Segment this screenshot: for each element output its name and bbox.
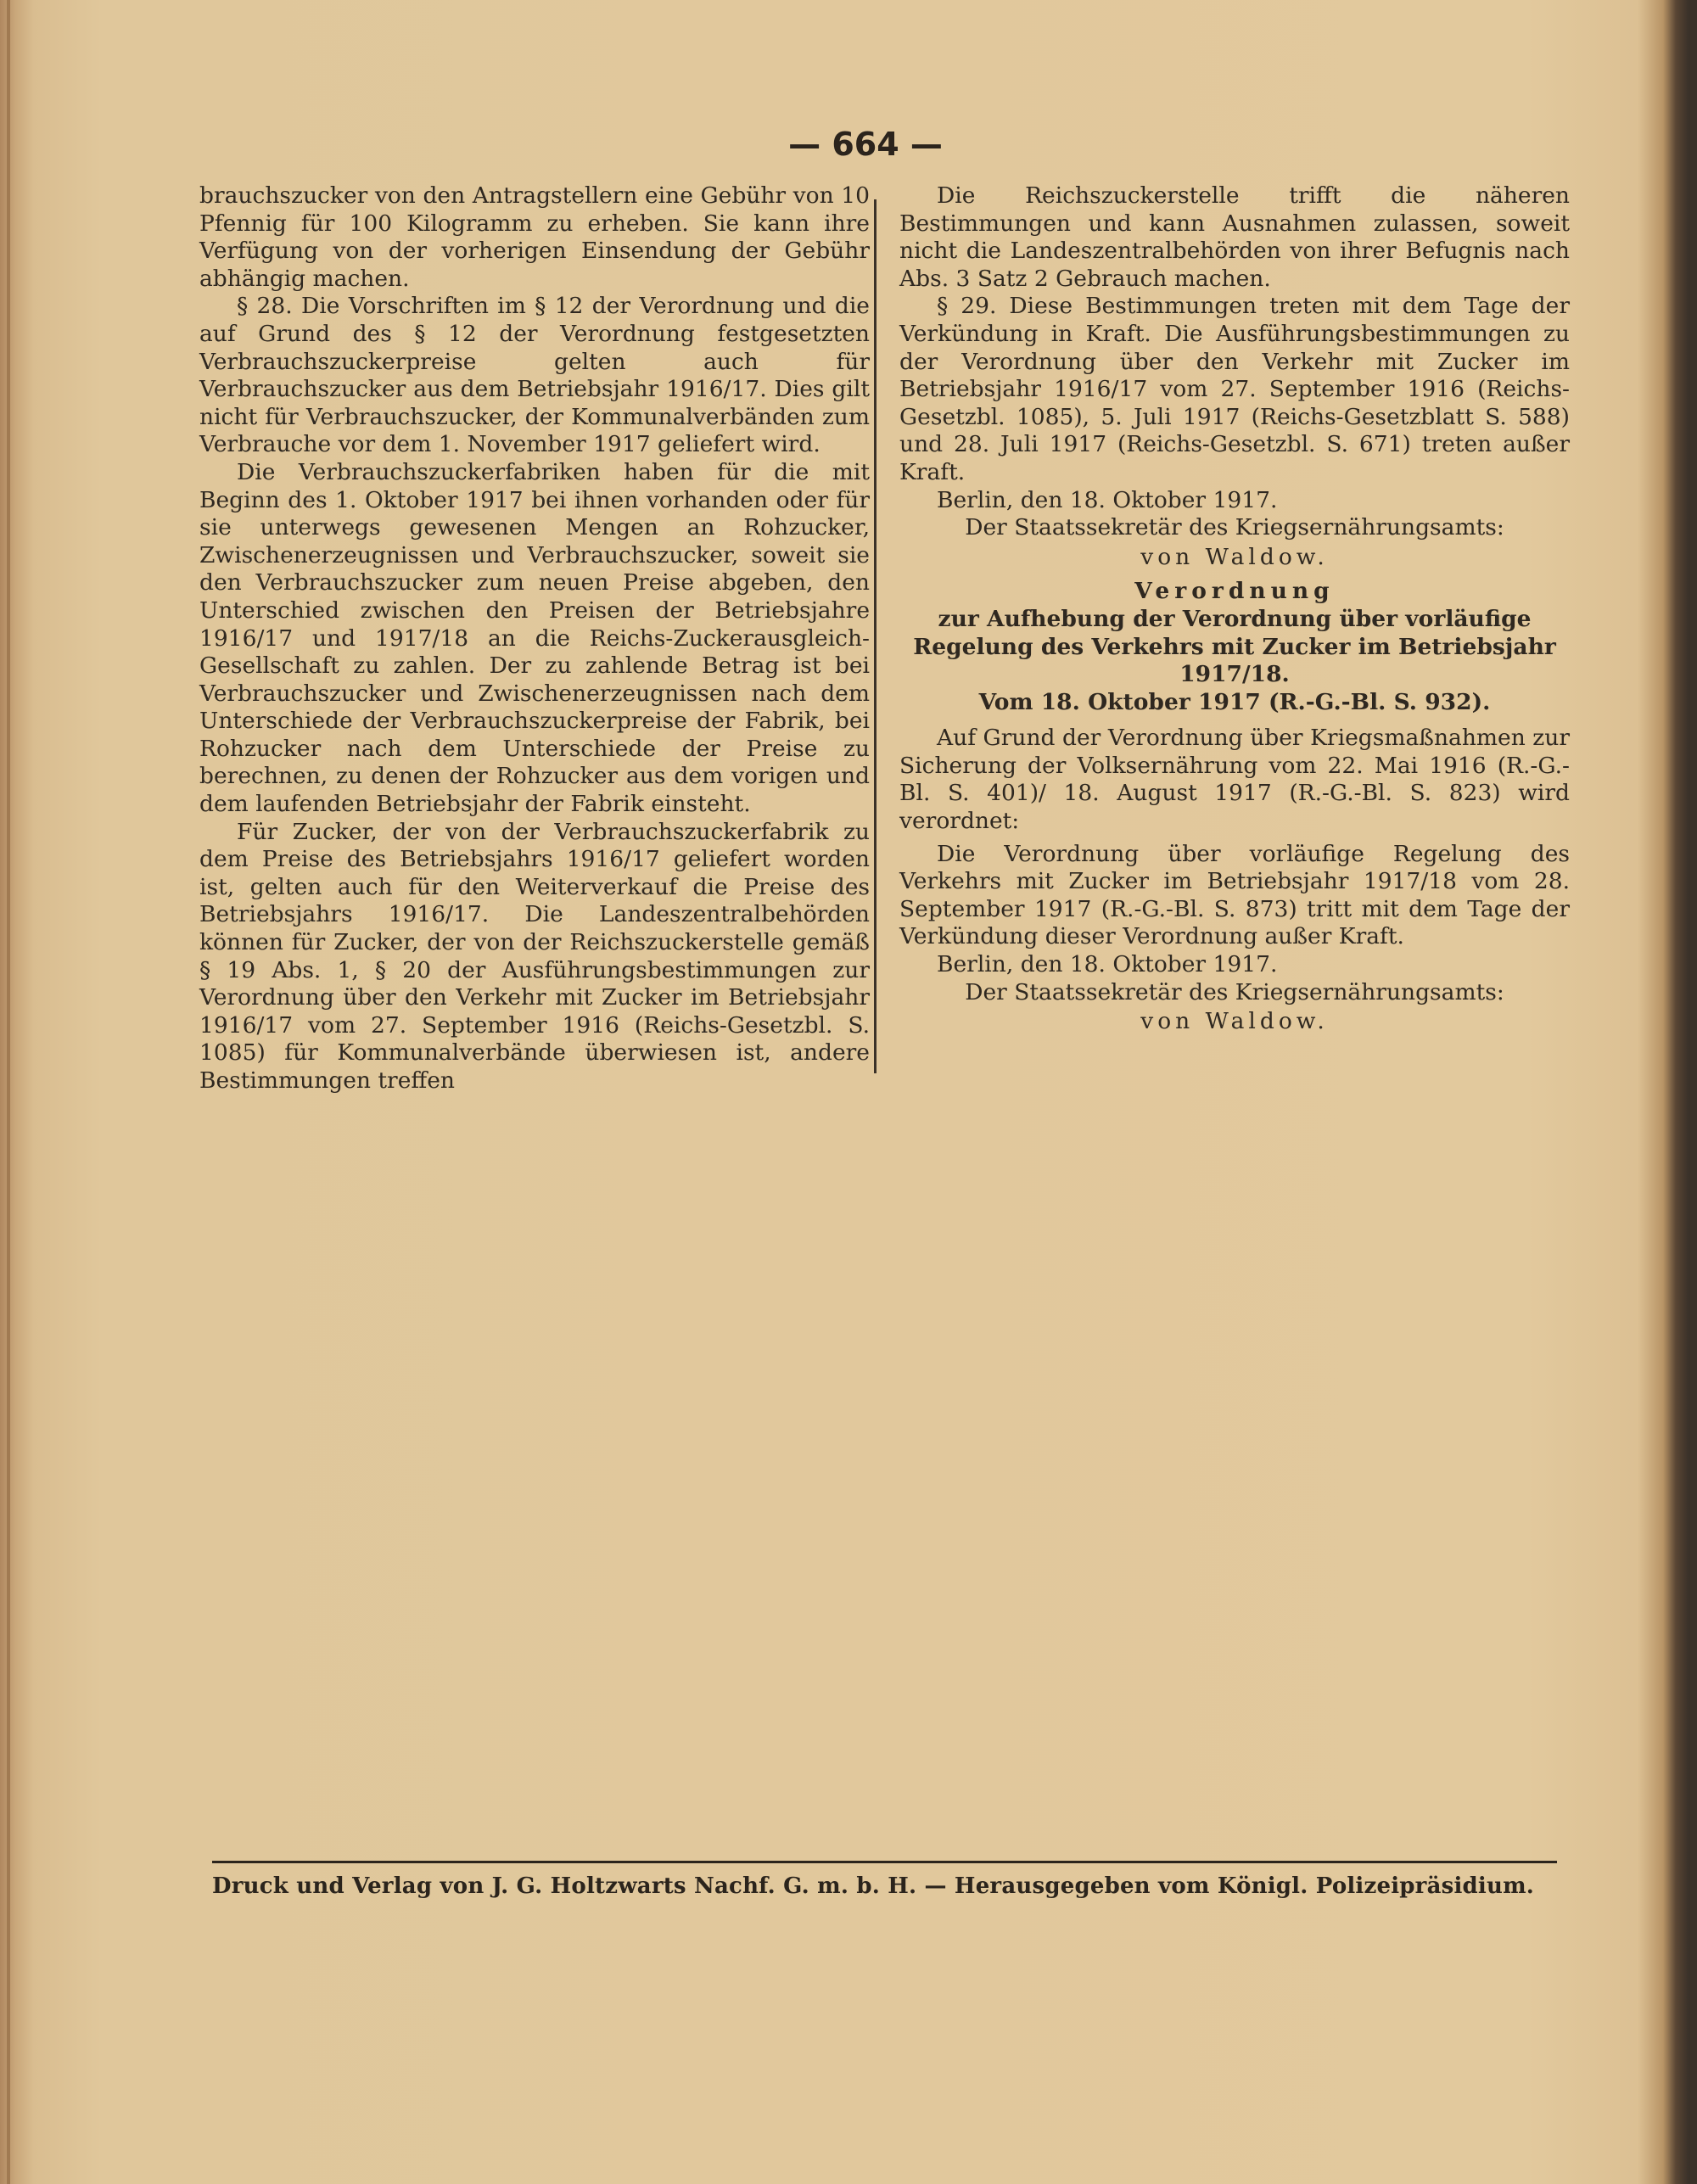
right-column (899, 182, 1570, 1036)
imprint-footer: Druck und Verlag von J. G. Holtzwarts Nachf. G. m. b. H. — Herausgegeben vom Königl. Polizeipräsidium. (212, 1873, 1535, 1899)
signer-name-1: von Waldow. (1140, 543, 1329, 570)
ordinance-subheading: zur Aufhebung der Verordnung über vorläufige Regelung des Verkehrs mit Zucker im Betriebsjahr 1917/18. (913, 605, 1556, 688)
date-line-1: Berlin, den 18. Oktober 1917. (937, 486, 1278, 513)
column-divider (874, 199, 877, 1073)
footer-rule (212, 1861, 1557, 1863)
left-paragraph-4: Für Zucker, der von der Verbrauchszuckerfabrik zu dem Preise des Betriebsjahrs 1916/17 geliefert worden ist, gelten auch für den Weiterverkauf die Preise des Betriebsjahrs 1916/17. Die Landeszentralbehörden können für Zucker, der von der Reichszuckerstelle gemäß § 19 Abs. 1, § 20 der Ausführungsbestimmungen zur Verordnung über den Verkehr mit Zucker im Betriebsjahr 1916/17 vom 27. September 1916 (Reichs-Gesetzbl. S. 1085) für Kommunalverbände überwiesen ist, andere Bestimmungen treffen (199, 818, 870, 1094)
ordinance-date: Vom 18. Oktober 1917 (R.-G.-Bl. S. 932). (978, 688, 1491, 715)
left-paragraph-2: § 28. Die Vorschriften im § 12 der Verordnung und die auf Grund des § 12 der Verordnung festgesetzten Verbrauchszuckerpreise gelten auch für Verbrauchszucker aus dem Betriebsjahr 1916/17. Dies gilt nicht für Verbrauchszucker, der Kommunalverbänden zum Verbrauche vor dem 1. November 1917 geliefert wird. (199, 293, 870, 458)
right-paragraph-3: Auf Grund der Verordnung über Kriegsmaßnahmen zur Sicherung der Volksernährung vom 22. Mai 1916 (R.-G.-Bl. S. 401)/ 18. August 1917 (R.-G.-Bl. S. 823) wird verordnet: (899, 725, 1570, 835)
signer-title-2: Der Staatssekretär des Kriegsernährungsamts: (965, 978, 1504, 1005)
left-paragraph-3: Die Verbrauchszuckerfabriken haben für die mit Beginn des 1. Oktober 1917 bei ihnen vorhanden oder für sie unterwegs gewesenen Mengen an Rohzucker, Zwischenerzeugnissen und Verbrauchszucker, soweit sie den Verbrauchszucker zum neuen Preise abgeben, den Unterschied zwischen den Preisen der Betriebsjahre 1916/17 und 1917/18 an die Reichs-Zuckerausgleich-Gesellschaft zu zahlen. Der zu zahlende Betrag ist bei Verbrauchszucker und Zwischenerzeugnissen nach dem Unterschiede der Verbrauchszuckerpreise der Fabrik, bei Rohzucker nach dem Unterschiede der Preise zu berechnen, zu denen der Rohzucker aus dem vorigen und dem laufenden Betriebsjahr der Fabrik einsteht. (199, 458, 870, 818)
date-line-2: Berlin, den 18. Oktober 1917. (937, 951, 1278, 978)
left-column (199, 182, 870, 1095)
right-paragraph-1: Die Reichszuckerstelle trifft die näheren Bestimmungen und kann Ausnahmen zulassen, soweit nicht die Landeszentralbehörden von ihrer Befugnis nach Abs. 3 Satz 2 Gebrauch machen. (899, 182, 1570, 292)
left-paragraph-1: brauchszucker von den Antragstellern eine Gebühr von 10 Pfennig für 100 Kilogramm zu erheben. Sie kann ihre Verfügung von der vorherigen Einsendung der Gebühr abhängig machen. (199, 182, 870, 292)
page-number: — 664 — (788, 126, 943, 163)
ordinance-heading: Verordnung (1134, 578, 1335, 605)
page-gutter (7, 0, 10, 2184)
right-paragraph-4: Die Verordnung über vorläufige Regelung des Verkehrs mit Zucker im Betriebsjahr 1917/18 vom 28. September 1917 (R.-G.-Bl. S. 873) tritt mit dem Tage der Verkündung dieser Verordnung außer Kraft. (899, 840, 1570, 950)
signer-name-2: von Waldow. (1140, 1008, 1329, 1035)
right-paragraph-2: § 29. Diese Bestimmungen treten mit dem Tage der Verkündung in Kraft. Die Ausführungsbestimmungen zu der Verordnung über den Verkehr mit Zucker im Betriebsjahr 1916/17 vom 27. September 1916 (Reichs-Gesetzbl. 1085), 5. Juli 1917 (Reichs-Gesetzblatt S. 588) und 28. Juli 1917 (Reichs-Gesetzbl. S. 671) treten außer Kraft. (899, 293, 1570, 485)
signer-title-1: Der Staatssekretär des Kriegsernährungsamts: (965, 514, 1504, 541)
